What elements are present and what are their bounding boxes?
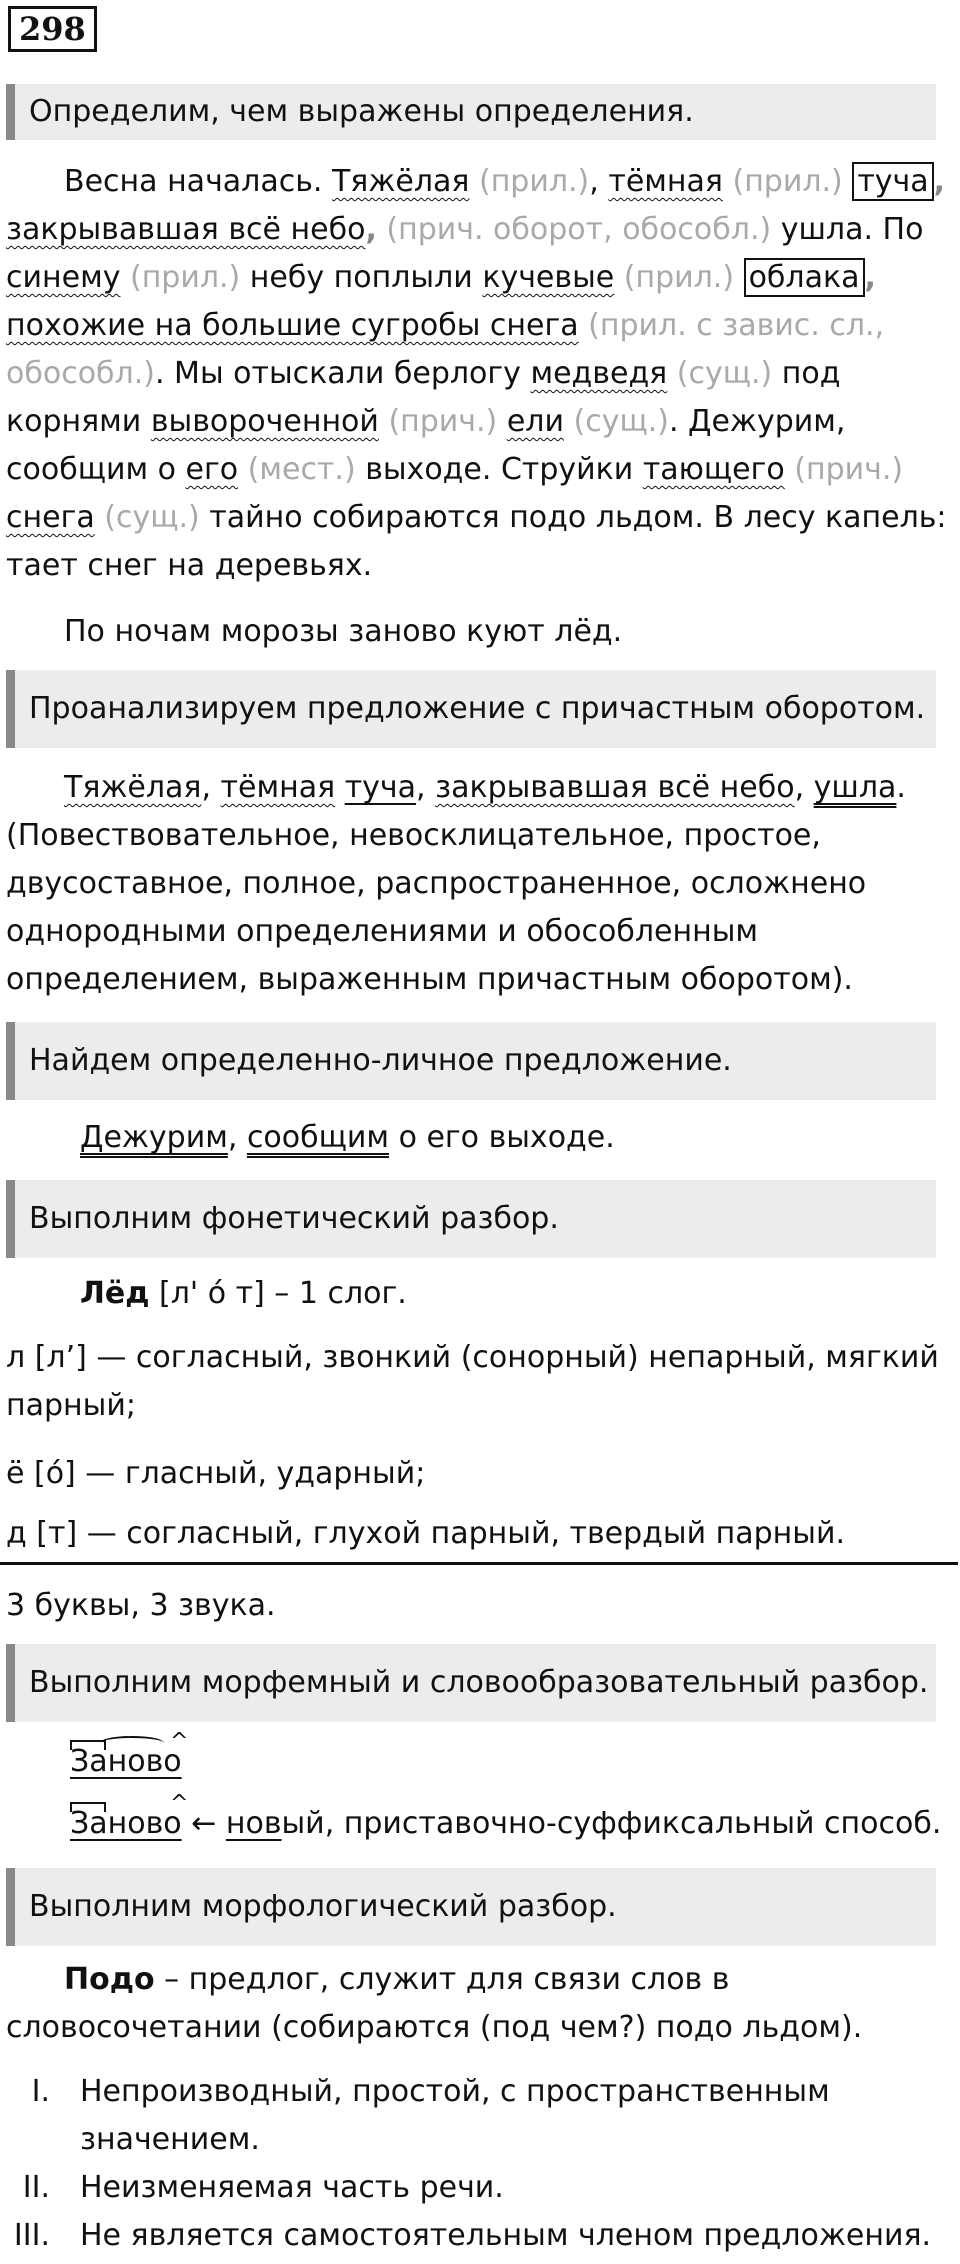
word-zakryvavshaya: закрывавшая всё небо (6, 212, 366, 247)
root-arc-mark (100, 1736, 164, 1750)
phonetic-word-line: Лёд [л' о́ т] – 1 слог. (80, 1276, 407, 1311)
word-snega: снега (6, 500, 95, 535)
predicate-dezhurim: Дежурим (80, 1120, 228, 1155)
predicate-ushla: ушла (813, 770, 897, 805)
divider-line (0, 1562, 958, 1565)
list-item: I. Непроизводный, простой, с пространственным значением. (31, 2074, 830, 2157)
word-pohozhie: похожие на большие сугробы снега (6, 308, 579, 343)
word-tucha-boxed: туча (852, 162, 933, 201)
section-header-morphological: Выполним морфологический разбор. (6, 1868, 936, 1946)
phonetic-line-2: ё [о́] — гласный, ударный; (6, 1456, 426, 1491)
word-tyazhelaya: Тяжёлая (331, 164, 470, 199)
list-item: III. Не является самостоятельным членом предложения. (13, 2218, 932, 2253)
section-header-phonetic: Выполним фонетический разбор. (6, 1180, 936, 1258)
subject-tucha: туча (344, 770, 417, 805)
word-vyvorochennoy: вывороченной (150, 404, 379, 439)
word-eli: ели (506, 404, 564, 439)
word-tayushchego: тающего (642, 452, 785, 487)
word-oblaka-boxed: облака (744, 258, 865, 297)
phonetic-line-1: л [л’] — согласный, звонкий (сонорный) непарный, мягкий парный; (6, 1340, 939, 1423)
word-ego: его (185, 452, 239, 487)
base-root: нов (225, 1806, 282, 1841)
list-item: II. Неизменяемая часть речи. (22, 2170, 504, 2205)
morpheme-word-2-derivation: ^ Заново ← новый, приставочно-суффиксальный способ. (70, 1791, 942, 1841)
morpheme-word-1: ^ Заново (70, 1729, 189, 1779)
text-paragraph-1: Весна началась. Тяжёлая (прил.), тёмная (прил.) туча , закрывавшая всё небо, (прич. оборот, обособл.) ушла. По синему (прил.) небу поплыли кучевые (прил.) облака , похожие на большие сугробы снега (прил. с завис. сл., обособл.). Мы отыскали берлогу медведя (сущ.) под корнями вывороченной (прич.) ели (сущ.). Дежурим, сообщим о его (мест.) выходе. Струйки тающего (прич.) снега (сущ.) тайно собираются подо льдом. В лесу капель: тает снег на деревьях. (6, 164, 947, 583)
exercise-number: 298 (8, 6, 97, 52)
section-header-participle: Проанализируем предложение с причастным оборотом. (6, 670, 936, 748)
predicate-soobshchim: сообщим (246, 1120, 390, 1155)
text-paragraph-1b: По ночам морозы заново куют лёд. (64, 614, 623, 649)
suffix-mark: ^ (170, 1791, 189, 1816)
text-paragraph-2: Тяжёлая, тёмная туча, закрывавшая всё небо, ушла. (Повествовательное, невосклицательное, простое, двусоставное, полное, распространенное, осложнено однородными определениями и обособленным определением, выраженным причастным оборотом). (6, 770, 906, 997)
morphological-description: Подо – предлог, служит для связи слов в словосочетании (собираются (под чем?) подо льдом). (6, 1962, 863, 2045)
section-header-definitions: Определим, чем выражены определения. (6, 84, 936, 140)
section-header-definite-personal: Найдем определенно-личное предложение. (6, 1022, 936, 1100)
morphological-list (6, 2068, 956, 2260)
word-sinemu: синему (6, 260, 121, 295)
word-kuchevye: кучевые (482, 260, 615, 295)
prefix-mark (70, 1802, 106, 1812)
phonetic-summary: 3 буквы, 3 звука. (6, 1588, 276, 1623)
text-paragraph-3: Дежурим, сообщим о его выходе. (80, 1120, 615, 1155)
phonetic-line-3: д [т] — согласный, глухой парный, твердый парный. (6, 1516, 846, 1551)
suffix-mark: ^ (170, 1729, 189, 1754)
section-header-morphemic: Выполним морфемный и словообразовательный разбор. (6, 1644, 936, 1722)
word-temnaya: тёмная (608, 164, 723, 199)
word-medvedya: медведя (530, 356, 668, 391)
